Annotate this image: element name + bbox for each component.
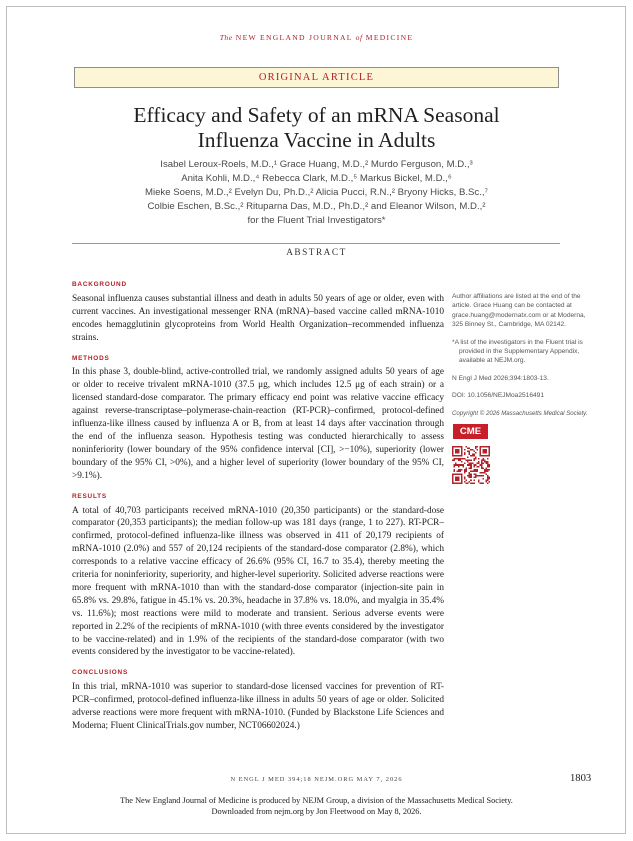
doi-link[interactable]: DOI: 10.1056/NEJMoa2516491	[452, 392, 545, 400]
author-line: Mieke Soens, M.D.,² Evelyn Du, Ph.D.,² Alicia Pucci, R.N.,² Bryony Hicks, B.Sc.,⁷	[144, 187, 489, 198]
author-list	[50, 158, 583, 228]
background-heading: BACKGROUND	[72, 281, 127, 288]
abstract-heading: ABSTRACT	[286, 248, 347, 258]
affiliations-note: Author affiliations are listed at the end of the article. Grace Huang can be contacted at grace.huang@modernatx.com or at Moderna, 325 Binney St., Cambridge, MA 02142.	[452, 293, 586, 329]
investigators-note: *A list of the investigators in the Fluent trial is provided in the Supplementary Appendix, available at NEJM.org.	[452, 338, 583, 365]
conclusions-text: In this trial, mRNA-1010 was superior to standard-dose licensed vaccines for prevention of RT-PCR–confirmed, protocol-defined influenza-like illness in adults 50 years of age or older. Solicited adverse reactions were more frequent with mRNA-1010. (Funded by Blackstone Life Sciences and Moderna; Fluent ClinicalTrials.gov number, NCT06602024.)	[72, 682, 444, 731]
running-footer: N ENGL J MED 394;18 NEJM.ORG MAY 7, 2026	[230, 776, 403, 783]
background-text: Seasonal influenza causes substantial illness and death in adults 50 years of age or older, even with current vaccines. An investigational messenger RNA (mRNA)–based vaccine called mRNA-1010 encodes hemagglutinin glycoproteins from World Health Organization–recommended influenza strains.	[72, 293, 444, 343]
author-line: Colbie Eschen, B.Sc.,² Rituparna Das, M.D., Ph.D.,² and Eleanor Wilson, M.D.,²	[147, 201, 486, 212]
methods-heading: METHODS	[72, 354, 110, 362]
qr-code-icon[interactable]	[452, 446, 490, 484]
author-line: Isabel Leroux-Roels, M.D.,¹ Grace Huang, M.D.,² Murdo Ferguson, M.D.,³	[160, 159, 473, 170]
article-type-label: ORIGINAL ARTICLE	[258, 72, 375, 83]
sidebar	[452, 292, 597, 426]
copyright-notice: Copyright © 2026 Massachusetts Medical Society.	[452, 409, 588, 417]
page-number: 1803	[570, 773, 592, 784]
citation: N Engl J Med 2026;394:1803-13.	[452, 374, 549, 382]
article-type-banner	[74, 67, 559, 88]
download-note	[0, 795, 633, 817]
publisher-note: The New England Journal of Medicine is produced by NEJM Group, a division of the Massachusetts Medical Society.	[120, 796, 513, 805]
author-line: Anita Kohli, M.D.,⁴ Rebecca Clark, M.D.,⁵ Markus Bickel, M.D.,⁶	[181, 173, 452, 184]
results-text: A total of 40,703 participants received mRNA-1010 (20,350 participants) or the standard-dose comparator (20,353 participants); the median follow-up was 181 days (range, 1 to 227). RT-PCR–confirmed, protocol-defined influenza-like illness was observed in 411 of 20,179 recipients of mRNA-1010 (2.0%) and 557 of 20,124 recipients of the standard-dose comparator (2.8%), which corresponds to a relative vaccine efficacy of 26.6% (95% CI, 16.7 to 35.4), thereby meeting the criteria for noninferiority, superiority, and higher-level superiority. Solicited adverse reactions were more frequent with mRNA-1010 than with the standard-dose comparator (injection-site pain in 65.8% vs. 29.8%, fatigue in 45.1% vs. 20.3%, headache in 37.8% vs. 18.0%, and myalgia in 35.4% vs. 11.6%); most reactions were mild to moderate and transient. Serious adverse events were reported in 2.2% of the recipients of mRNA-1010 (with three events considered by the investigator to be vaccine-related) and in 1.9% of the recipients of the standard-dose comparator (with two events considered by the investigator to be vaccine-related).	[72, 505, 444, 658]
abstract-divider	[72, 243, 560, 244]
methods-text: In this phase 3, double-blind, active-controlled trial, we randomly assigned adults 50 years of age or older to receive trivalent mRNA-1010 (37.5 μg, which includes 12.5 μg of each strain) or a licensed standard-dose comparator. The primary efficacy end point was relative vaccine efficacy against reverse-transcriptase–polymerase-chain-reaction (RT-PCR)–confirmed, protocol-defined influenza-like illness caused by influenza A or B, from at least 14 days after vaccination through the end of the influenza season. Hypothesis testing was conducted hierarchically to assess noninferiority (lower boundary of the 95% confidence interval [CI], >−10%), superiority (lower boundary of the 95% CI, >0%), and a higher level of superiority (lower boundary of the 95% CI, >9.1%).	[72, 367, 444, 481]
article-title: Efficacy and Safety of an mRNA Seasonal Influenza Vaccine in Adults	[133, 103, 500, 152]
journal-masthead: The NEW ENGLAND JOURNAL of MEDICINE	[219, 33, 414, 42]
conclusions-heading: CONCLUSIONS	[72, 669, 129, 677]
abstract-body	[72, 279, 444, 741]
author-line: for the Fluent Trial Investigators*	[247, 215, 386, 226]
cme-badge[interactable]: CME	[453, 424, 488, 439]
download-line: Downloaded from nejm.org by Jon Fleetwood on May 8, 2026.	[211, 807, 422, 816]
results-heading: RESULTS	[72, 492, 107, 500]
